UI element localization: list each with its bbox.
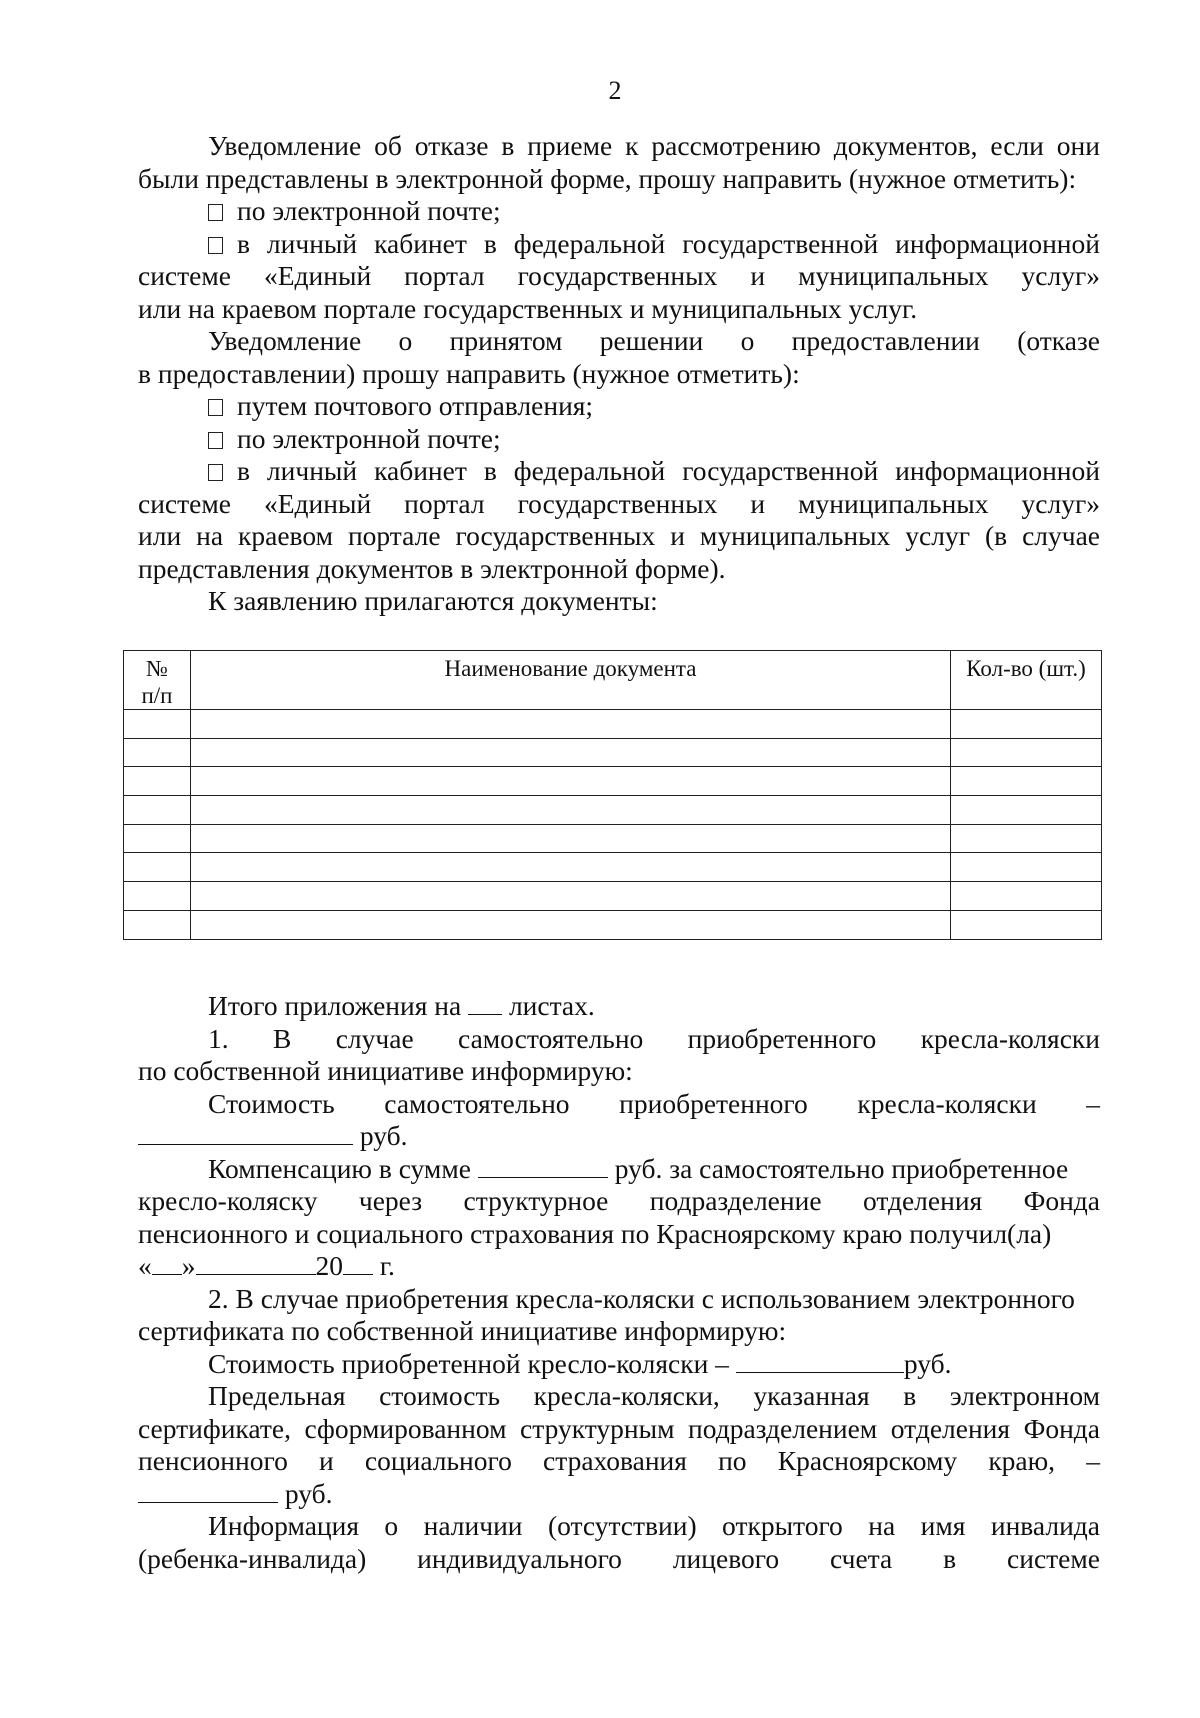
para1-line1: Уведомление об отказе в приеме к рассмотрению документов, если они (208, 130, 1100, 161)
table-row[interactable] (124, 738, 1102, 767)
option-email-1[interactable]: по электронной почте; (138, 195, 1100, 228)
table-row[interactable] (124, 824, 1102, 853)
option-cabinet-2[interactable]: в личный кабинет в федеральной государственной информационной (138, 455, 1100, 488)
table-row[interactable] (124, 882, 1102, 911)
header-document-name: Наименование документа (191, 651, 951, 710)
para1-line2: были представлены в электронной форме, прошу направить (нужное отметить): (138, 162, 1077, 194)
limit-line1: Предельная стоимость кресла-коляски, указанная в электронном (208, 1380, 1100, 1411)
table-row[interactable] (124, 796, 1102, 825)
table-row[interactable] (124, 710, 1102, 739)
s2-line1: 2. В случае приобретения кресла-коляски с использованием электронного (208, 1282, 1075, 1314)
option-cabinet-2-line3: или на краевом портале государственных и муниципальных услуг (в случае (138, 520, 1100, 551)
s1-line2: по собственной инициативе информирую: (138, 1055, 633, 1086)
sheets-blank[interactable] (468, 990, 502, 1015)
checkbox-icon[interactable] (208, 432, 223, 449)
comp-line3: пенсионного и социального страхования по Красноярскому краю получил(ла) (138, 1217, 1052, 1249)
limit-line3: пенсионного и социального страхования по Красноярскому краю, – (138, 1445, 1100, 1476)
s2-line2: сертификата по собственной инициативе информирую: (138, 1315, 787, 1346)
compensation-blank[interactable] (478, 1153, 608, 1178)
cost-blank[interactable] (138, 1120, 353, 1145)
option-cabinet-1-line2: системе «Единый портал государственных и муниципальных услуг» (138, 260, 1100, 291)
limit-line2: сертификате, сформированном структурным подразделением отделения Фонда (138, 1412, 1100, 1444)
comp-line2: кресло-коляску через структурное подразделение отделения Фонда (138, 1185, 1100, 1216)
documents-table (123, 650, 1102, 940)
checkbox-icon[interactable] (208, 204, 223, 221)
limit-blank-line: руб. (138, 1478, 1100, 1511)
cost2-blank[interactable] (736, 1348, 904, 1373)
checkbox-icon[interactable] (208, 464, 223, 481)
para2-line2: в предоставлении) прошу направить (нужное отметить): (138, 357, 800, 389)
s1-cost: Стоимость самостоятельно приобретенного кресла-коляски – (208, 1087, 1100, 1119)
option-cabinet-1-line3: или на краевом портале государственных и муниципальных услуг. (138, 292, 918, 324)
option-cabinet-2-line4: представления документов в электронной форме). (138, 552, 726, 584)
option-cabinet-1[interactable]: в личный кабинет в федеральной государственной информационной (138, 228, 1100, 261)
total-line: Итого приложения на листах. (208, 990, 595, 1021)
comp-line1: Компенсацию в сумме руб. за самостоятельно приобретенное (208, 1152, 1069, 1184)
option-email-2[interactable]: по электронной почте; (138, 423, 1100, 456)
s1-line1: 1. В случае самостоятельно приобретенного кресла-коляски (208, 1022, 1100, 1054)
month-blank[interactable] (196, 1250, 316, 1275)
para2-line1: Уведомление о принятом решении о предоставлении (отказе (208, 325, 1100, 356)
header-quantity: Кол-во (шт.) (951, 651, 1102, 710)
table-row[interactable] (124, 767, 1102, 796)
table-header (124, 651, 1102, 710)
info-line1: Информация о наличии (отсутствии) открытого на имя инвалида (208, 1510, 1100, 1541)
s2-cost: Стоимость приобретенной кресло-коляски – руб. (208, 1347, 952, 1379)
year-blank[interactable] (343, 1250, 373, 1275)
checkbox-icon[interactable] (208, 237, 223, 254)
option-post[interactable]: путем почтового отправления; (138, 390, 1100, 423)
header-number: № п/п (124, 651, 191, 710)
table-row[interactable] (124, 910, 1102, 939)
page-number: 2 (608, 76, 622, 105)
info-line2: (ребенка-инвалида) индивидуального лицевого счета в системе (138, 1542, 1100, 1574)
option-cabinet-2-line2: системе «Единый портал государственных и муниципальных услуг» (138, 487, 1100, 519)
day-blank[interactable] (152, 1250, 182, 1275)
upper-text (138, 130, 1100, 618)
lower-text (138, 990, 1100, 1575)
checkbox-icon[interactable] (208, 399, 223, 416)
attachments-intro: К заявлению прилагаются документы: (208, 585, 658, 616)
s1-cost-blank-line: руб. (138, 1120, 1100, 1153)
table-row[interactable] (124, 853, 1102, 882)
limit-blank[interactable] (138, 1478, 278, 1503)
date-line: « » 20 г. (138, 1250, 395, 1281)
